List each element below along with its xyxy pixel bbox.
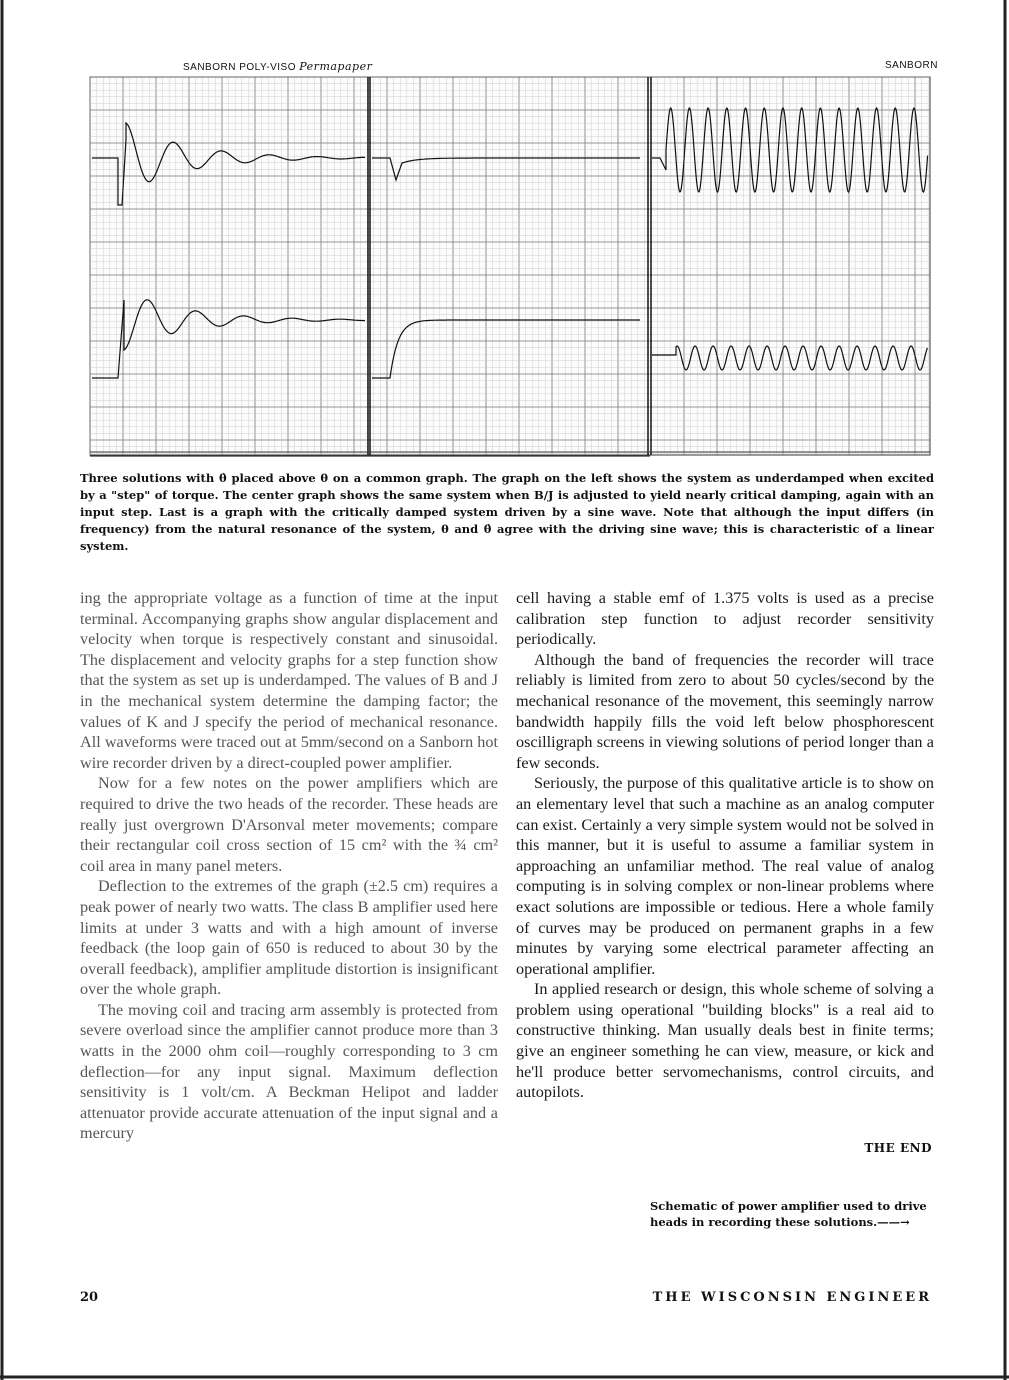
paragraph: Deflection to the extremes of the graph (±2.5 cm) requires a peak power of nearly two watts. The class B amplifier used here limits at under 3 watts and with a high amount of inverse feedback (the loop gain of 650 is reduced to about 30 by the overall feedback), amplifier amplitude distortion is insignificant over the whole graph. — [80, 877, 498, 999]
chart-brand-left: SANBORN POLY-VISO Permapaper — [183, 60, 373, 73]
recorder-chart — [0, 0, 1009, 465]
left-column — [80, 588, 498, 1144]
right-column — [516, 588, 934, 1103]
paragraph: Although the band of frequencies the recorder will trace reliably is limited from zero to about 50 cycles/second by the mechanical resonance of the movement, this seemingly narrow bandwidth happily fills the void left below phosphorescent oscilligraph screens in viewing solutions of period longer than a few seconds. — [516, 650, 934, 772]
page-number: 20 — [80, 1290, 99, 1305]
paragraph: The moving coil and tracing arm assembly is protected from severe overload since the amplifier cannot produce more than 3 watts in the 2000 ohm coil—roughly corresponding to 3 cm deflection—for any input signal. Maximum deflection sensitivity is 1 volt/cm. A Beckman Helipot and ladder attenuator provide accurate attenuation of the input signal and a mercury — [80, 1000, 498, 1143]
paragraph: In applied research or design, this whole scheme of solving a problem using operational "building blocks" is a real aid to constructive thinking. Man usually deals best in finite terms; give an engineer something he can view, measure, or kick and he'll produce better servomechanisms, control circuits, and autopilots. — [516, 980, 934, 1102]
figure-caption: Three solutions with θ̇ placed above θ on a common graph. The graph on the left shows the system as underdamped when excited by a "step" of torque. The center graph shows the same system when B/J is adjusted to yield nearly critical damping, again with an input step. Last is a graph with the critically damped system driven by a sine wave. Note that although the input differs (in frequency) from the natural resonance of the system, θ and θ̇ agree with the driving sine wave; this is characteristic of a linear system. — [80, 471, 934, 553]
schematic-caption: Schematic of power amplifier used to drive heads in recording these solutions.——→ — [650, 1199, 927, 1229]
paragraph: Seriously, the purpose of this qualitative article is to show on an elementary level that such a machine as an analog computer can exist. Certainly a very simple system would not be solved in this manner, but it is useful to assume a familiar system in approaching an unfamiliar method. The real value of analog computing is in solving complex or non-linear problems where exact solutions are impossible or tedious. Here a whole family of curves may be produced on permanent graphs in a few minutes by varying some electrical parameter affecting an operational amplifier. — [516, 774, 934, 978]
chart-grid — [90, 77, 930, 456]
the-end: THE END — [864, 1141, 932, 1155]
chart-frame — [90, 77, 930, 455]
paragraph: Now for a few notes on the power amplifiers which are required to drive the two heads of the recorder. These heads are really just overgrown D'Arsonval meter movements; compare their rectangular coil cross section of 15 cm² with the ¾ cm² coil area in many panel meters. — [80, 774, 498, 875]
magazine-title: THE WISCONSIN ENGINEER — [652, 1290, 932, 1305]
chart-brand-right: SANBORN — [885, 60, 938, 71]
paragraph: ing the appropriate voltage as a function of time at the input terminal. Accompanying graphs show angular displacement and velocity when torque is respectively constant and sinusoidal. The displacement and velocity graphs for a step function show that the system as set up is underdamped. The values of B and J in the mechanical system determine the damping factor; the values of K and J specify the period of mechanical resonance. All waveforms were traced out at 5mm/second on a Sanborn hot wire recorder driven by a direct-coupled power amplifier. — [80, 589, 498, 772]
paragraph: cell having a stable emf of 1.375 volts is used as a precise calibration step function to adjust recorder sensitivity periodically. — [516, 589, 934, 649]
